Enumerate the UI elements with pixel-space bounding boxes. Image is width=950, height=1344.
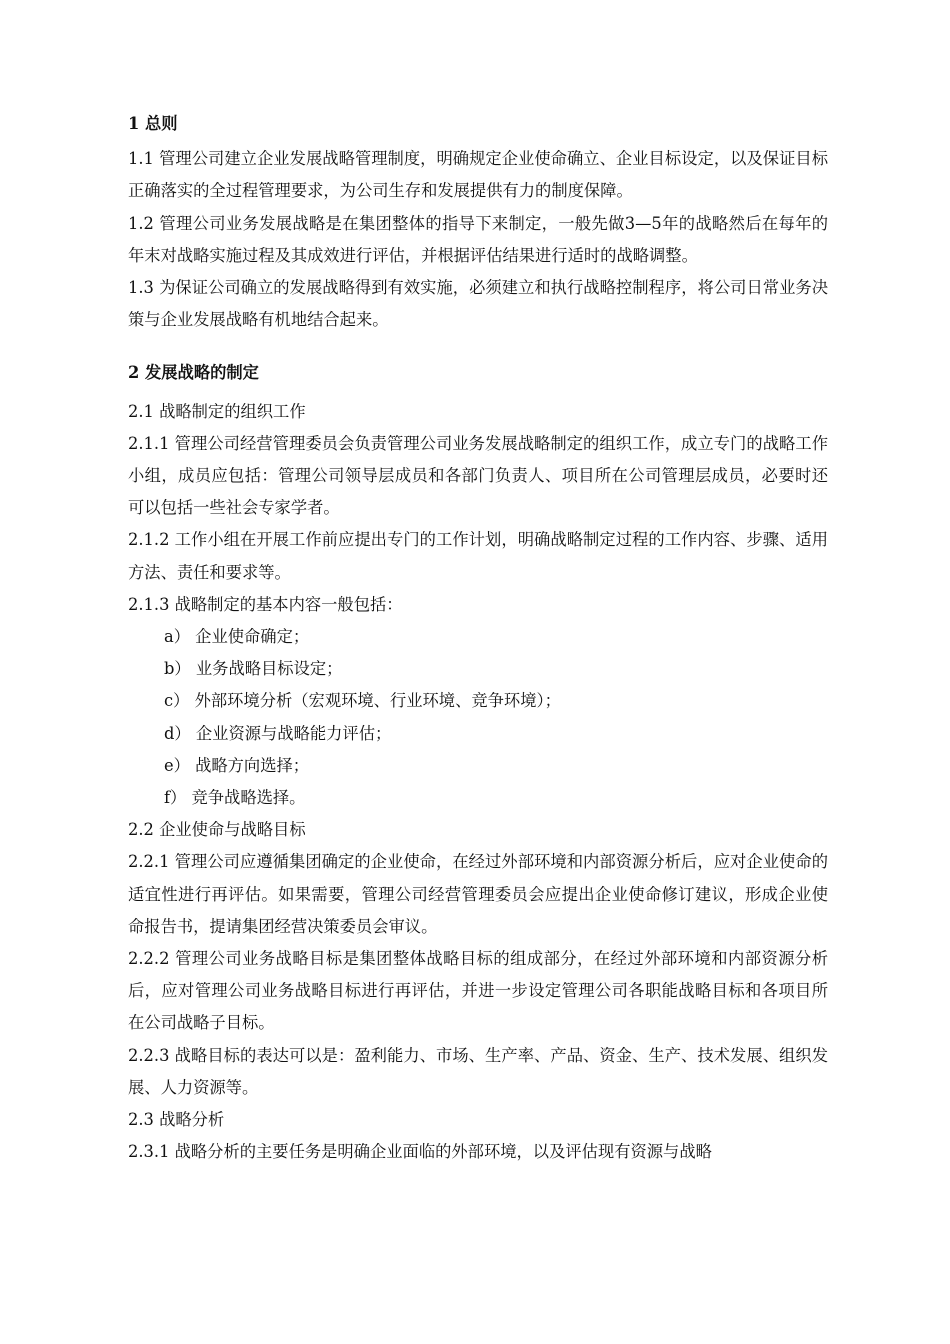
paragraph-1-1: 1.1 管理公司建立企业发展战略管理制度，明确规定企业使命确立、企业目标设定，以及保证目标正确落实的全过程管理要求，为公司生存和发展提供有力的制度保障。 bbox=[128, 149, 828, 201]
list-item-b: b） 业务战略目标设定； bbox=[164, 659, 343, 679]
paragraph-1-3: 1.3 为保证公司确立的发展战略得到有效实施，必须建立和执行战略控制程序，将公司日常业务决策与企业发展战略有机地结合起来。 bbox=[128, 278, 828, 330]
paragraph-2-1-3: 2.1.3 战略制定的基本内容一般包括： bbox=[128, 594, 403, 614]
paragraph-2-3: 2.3 战略分析 bbox=[128, 1110, 225, 1130]
paragraph-2-3-1: 2.3.1 战略分析的主要任务是明确企业面临的外部环境，以及评估现有资源与战略 bbox=[128, 1142, 712, 1162]
paragraph-2-1: 2.1 战略制定的组织工作 bbox=[128, 401, 306, 421]
paragraph-2-2-1: 2.2.1 管理公司应遵循集团确定的企业使命，在经过外部环境和内部资源分析后，应对企业使命的适宜性进行再评估。如果需要，管理公司经营管理委员会应提出企业使命修订建议，形成企业使命报告书，提请集团经营决策委员会审议。 bbox=[128, 852, 828, 936]
paragraph-2-2-2: 2.2.2 管理公司业务战略目标是集团整体战略目标的组成部分，在经过外部环境和内部资源分析后，应对管理公司业务战略目标进行再评估，并进一步设定管理公司各职能战略目标和各项目所在公司战略子目标。 bbox=[128, 949, 828, 1033]
document-body bbox=[128, 108, 828, 1169]
paragraph-2-1-2: 2.1.2 工作小组在开展工作前应提出专门的工作计划，明确战略制定过程的工作内容、步骤、适用方法、责任和要求等。 bbox=[128, 530, 828, 582]
list-item-e: e） 战略方向选择； bbox=[164, 755, 310, 775]
section-2-heading: 2 发展战略的制定 bbox=[128, 363, 259, 383]
paragraph-1-2: 1.2 管理公司业务发展战略是在集团整体的指导下来制定，一般先做3—5年的战略然后在每年的年末对战略实施过程及其成效进行评估，并根据评估结果进行适时的战略调整。 bbox=[128, 213, 828, 265]
paragraph-2-2-3: 2.2.3 战略目标的表达可以是：盈利能力、市场、生产率、产品、资金、生产、技术发展、组织发展、人力资源等。 bbox=[128, 1045, 828, 1097]
list-item-d: d） 企业资源与战略能力评估； bbox=[164, 723, 392, 743]
section-1-heading: 1 总则 bbox=[128, 114, 178, 133]
list-item-c: c） 外部环境分析（宏观环境、行业环境、竞争环境）； bbox=[164, 691, 561, 711]
paragraph-2-2: 2.2 企业使命与战略目标 bbox=[128, 820, 306, 840]
paragraph-2-1-1: 2.1.1 管理公司经营管理委员会负责管理公司业务发展战略制定的组织工作，成立专门的战略工作小组，成员应包括：管理公司领导层成员和各部门负责人、项目所在公司管理层成员，必要时还可以包括一些社会专家学者。 bbox=[128, 433, 828, 518]
list-item-a: a） 企业使命确定； bbox=[164, 627, 310, 647]
list-item-f: f） 竞争战略选择。 bbox=[164, 788, 306, 808]
